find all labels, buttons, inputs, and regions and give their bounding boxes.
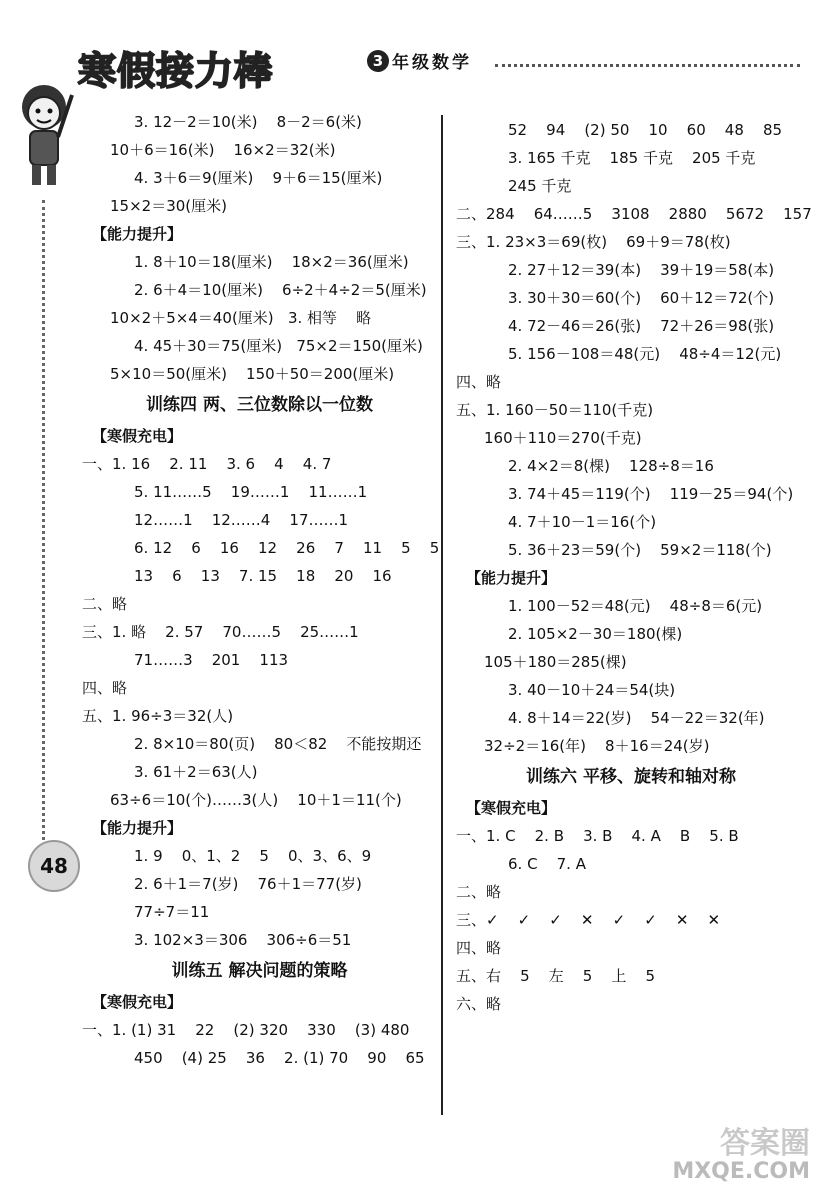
answer-line: 三、✓ ✓ ✓ ✕ ✓ ✓ ✕ ✕ <box>456 911 721 929</box>
subsection-label: 【能力提升】 <box>92 225 183 243</box>
cartoon-boy-icon <box>14 75 84 190</box>
column-divider <box>441 115 443 1115</box>
answer-line: 15×2＝30(厘米) <box>110 197 227 215</box>
answer-line: 四、略 <box>456 939 502 957</box>
answer-line: 3. 102×3＝306 306÷6＝51 <box>134 931 352 949</box>
answer-line: 12……1 12……4 17……1 <box>134 511 349 529</box>
answer-line: 3. 74＋45＝119(个) 119－25＝94(个) <box>508 485 794 503</box>
answer-line: 四、略 <box>456 373 502 391</box>
answer-line: 2. 4×2＝8(棵) 128÷8＝16 <box>508 457 714 475</box>
answer-line: 32÷2＝16(年) 8＋16＝24(岁) <box>484 737 710 755</box>
answer-line: 4. 7＋10－1＝16(个) <box>508 513 657 531</box>
answer-line: 2. 6＋1＝7(岁) 76＋1＝77(岁) <box>134 875 362 893</box>
answer-line: 4. 72－46＝26(张) 72＋26＝98(张) <box>508 317 775 335</box>
answer-line: 71……3 201 113 <box>134 651 289 669</box>
answer-line: 五、1. 96÷3＝32(人) <box>82 707 234 725</box>
answer-line: 3. 61＋2＝63(人) <box>134 763 258 781</box>
answer-line: 一、1. 16 2. 11 3. 6 4 4. 7 <box>82 455 332 473</box>
right-answer-column <box>456 116 812 1018</box>
answer-line: 77÷7＝11 <box>134 903 210 921</box>
section-heading: 训练六 平移、旋转和轴对称 <box>526 767 736 787</box>
answer-line: 450 (4) 25 36 2. (1) 70 90 65 <box>134 1049 425 1067</box>
answer-line: 105＋180＝285(棵) <box>484 653 627 671</box>
subsection-label: 【寒假充电】 <box>92 427 183 445</box>
answer-line: 五、1. 160－50＝110(千克) <box>456 401 654 419</box>
answer-line: 3. 12－2＝10(米) 8－2＝6(米) <box>134 113 362 131</box>
left-answer-column <box>82 108 440 1072</box>
grade-badge: 3 <box>367 50 389 72</box>
answer-line: 160＋110＝270(千克) <box>484 429 642 447</box>
answer-line: 3. 30＋30＝60(个) 60＋12＝72(个) <box>508 289 775 307</box>
answer-line: 二、略 <box>456 883 502 901</box>
subsection-label: 【寒假充电】 <box>466 799 557 817</box>
answer-line: 二、284 64……5 3108 2880 5672 157 <box>456 205 812 223</box>
subsection-label: 【能力提升】 <box>466 569 557 587</box>
answer-line: 5. 156－108＝48(元) 48÷4＝12(元) <box>508 345 782 363</box>
answer-line: 三、1. 23×3＝69(枚) 69＋9＝78(枚) <box>456 233 731 251</box>
answer-line: 五、右 5 左 5 上 5 <box>456 967 655 985</box>
answer-line: 1. 9 0、1、2 5 0、3、6、9 <box>134 847 372 865</box>
answer-line: 三、1. 略 2. 57 70……5 25……1 <box>82 623 359 641</box>
answer-line: 六、略 <box>456 995 502 1013</box>
answer-line: 2. 105×2－30＝180(棵) <box>508 625 683 643</box>
answer-line: 52 94 (2) 50 10 60 48 85 <box>508 121 783 139</box>
answer-line: 一、1. C 2. B 3. B 4. A B 5. B <box>456 827 739 845</box>
answer-line: 10＋6＝16(米) 16×2＝32(米) <box>110 141 336 159</box>
page-number: 48 <box>28 840 80 892</box>
grade-subject: 年级数学 <box>392 53 472 73</box>
answer-line: 4. 8＋14＝22(岁) 54－22＝32(年) <box>508 709 765 727</box>
watermark-title: 答案圈 <box>720 1126 810 1161</box>
answer-line: 1. 100－52＝48(元) 48÷8＝6(元) <box>508 597 763 615</box>
answer-line: 6. C 7. A <box>508 855 586 873</box>
watermark-url: MXQE.COM <box>672 1159 810 1184</box>
section-heading: 训练四 两、三位数除以一位数 <box>146 395 373 415</box>
book-title: 寒假接力棒 <box>78 48 274 93</box>
answer-line: 2. 6＋4＝10(厘米) 6÷2＋4÷2＝5(厘米) <box>134 281 427 299</box>
answer-line: 3. 165 千克 185 千克 205 千克 <box>508 149 756 167</box>
answer-line: 6. 12 6 16 12 26 7 11 5 5 <box>134 539 440 557</box>
watermark <box>660 1126 810 1190</box>
answer-line: 5. 36＋23＝59(个) 59×2＝118(个) <box>508 541 772 559</box>
subsection-label: 【寒假充电】 <box>92 993 183 1011</box>
answer-line: 5. 11……5 19……1 11……1 <box>134 483 368 501</box>
answer-line: 四、略 <box>82 679 128 697</box>
answer-line: 二、略 <box>82 595 128 613</box>
answer-line: 63÷6＝10(个)……3(人) 10＋1＝11(个) <box>110 791 402 809</box>
answer-line: 4. 45＋30＝75(厘米) 75×2＝150(厘米) <box>134 337 423 355</box>
header-dotted-line <box>495 64 800 67</box>
section-heading: 训练五 解决问题的策略 <box>171 961 348 981</box>
page-header <box>0 0 821 110</box>
answer-line: 13 6 13 7. 15 18 20 16 <box>134 567 392 585</box>
answer-line: 10×2＋5×4＝40(厘米) 3. 相等 略 <box>110 309 372 327</box>
answer-line: 1. 8＋10＝18(厘米) 18×2＝36(厘米) <box>134 253 409 271</box>
answer-line: 一、1. (1) 31 22 (2) 320 330 (3) 480 <box>82 1021 410 1039</box>
answer-line: 5×10＝50(厘米) 150＋50＝200(厘米) <box>110 365 395 383</box>
answer-line: 245 千克 <box>508 177 572 195</box>
answer-line: 4. 3＋6＝9(厘米) 9＋6＝15(厘米) <box>134 169 383 187</box>
margin-dotted-line <box>42 200 45 840</box>
answer-line: 2. 27＋12＝39(本) 39＋19＝58(本) <box>508 261 775 279</box>
subsection-label: 【能力提升】 <box>92 819 183 837</box>
answer-line: 2. 8×10＝80(页) 80＜82 不能按期还 <box>134 735 422 753</box>
answer-line: 3. 40－10＋24＝54(块) <box>508 681 676 699</box>
